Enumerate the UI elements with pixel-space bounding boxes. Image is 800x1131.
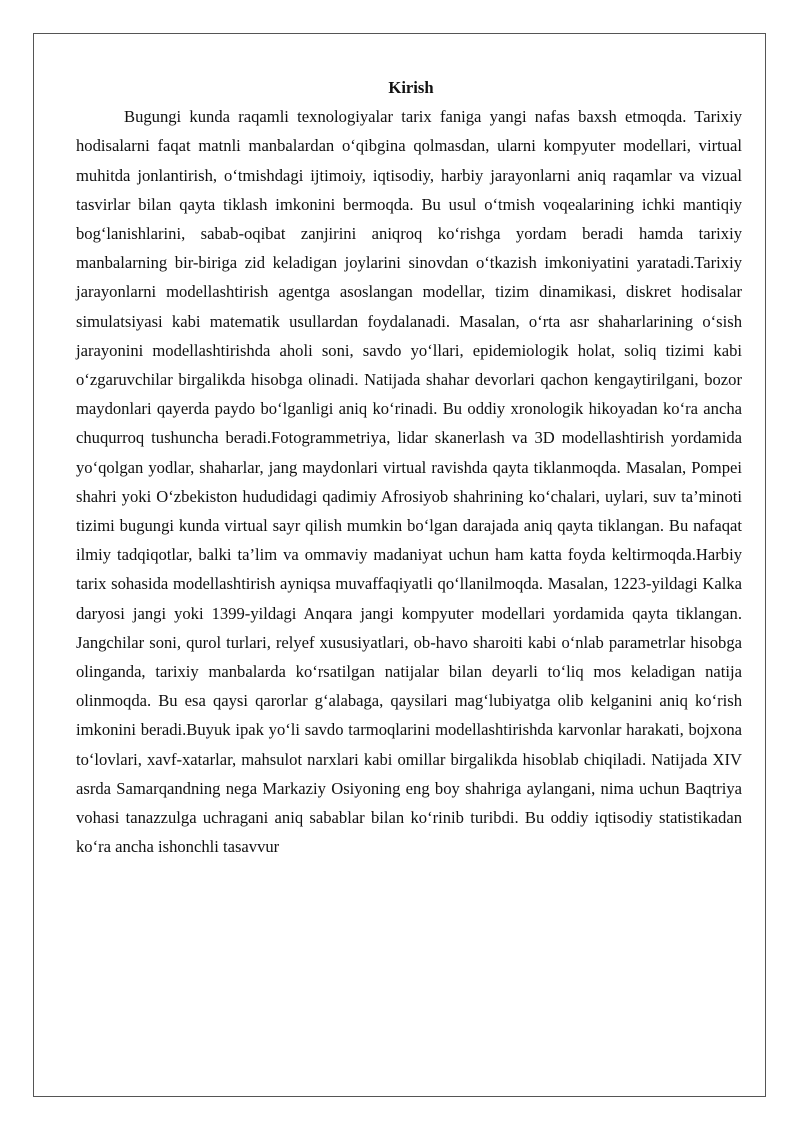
document-content xyxy=(76,73,742,861)
body-paragraph: Bugungi kunda raqamli texnologiyalar tarix faniga yangi nafas baxsh etmoqda. Tarixiy hodisalarni faqat matnli manbalardan o‘qibgina qolmasdan, ularni kompyuter modellari, virtual muhitda jonlantirish, o‘tmishdagi ijtimoiy, iqtisodiy, harbiy jarayonlarni aniq raqamlar va vizual tasvirlar bilan qayta tiklash imkonini bermoqda. Bu usul o‘tmish voqealarining ichki mantiqiy bog‘lanishlarini, sabab-oqibat zanjirini aniqroq ko‘rishga yordam beradi hamda tarixiy manbalarning bir-biriga zid keladigan joylarini sinovdan o‘tkazish imkoniyatini yaratadi.Tarixiy jarayonlarni modellashtirish agentga asoslangan modellar, tizim dinamikasi, diskret hodisalar simulatsiyasi kabi matematik usullardan foydalanadi. Masalan, o‘rta asr shaharlarining o‘sish jarayonini modellashtirishda aholi soni, savdo yo‘llari, epidemiologik holat, soliq tizimi kabi o‘zgaruvchilar birgalikda hisobga olinadi. Natijada shahar devorlari qachon kengaytirilgani, bozor maydonlari qayerda paydo bo‘lganligi aniq ko‘rinadi. Bu oddiy xronologik hikoyadan ko‘ra ancha chuqurroq tushuncha beradi.Fotogrammetriya, lidar skanerlash va 3D modellashtirish yordamida yo‘qolgan yodlar, shaharlar, jang maydonlari virtual ravishda qayta tiklanmoqda. Masalan, Pompei shahri yoki O‘zbekiston hududidagi qadimiy Afrosiyob shahrining ko‘chalari, uylari, suv ta’minoti tizimi bugungi kunda virtual sayr qilish mumkin bo‘lgan darajada aniq qayta tiklangan. Bu nafaqat ilmiy tadqiqotlar, balki ta’lim va ommaviy madaniyat uchun ham katta foyda keltirmoqda.Harbiy tarix sohasida modellashtirish ayniqsa muvaffaqiyatli qo‘llanilmoqda. Masalan, 1223-yildagi Kalka daryosi jangi yoki 1399-yildagi Anqara jangi kompyuter modellari yordamida qayta tiklangan. Jangchilar soni, qurol turlari, relyef xususiyatlari, ob-havo sharoiti kabi o‘nlab parametrlar hisobga olinganda, tarixiy manbalarda ko‘rsatilgan natijalar bilan deyarli to‘liq mos keladigan natija olinmoqda. Bu esa qaysi qarorlar g‘alabaga, qaysilari mag‘lubiyatga olib kelganini aniq ko‘rish imkonini beradi.Buyuk ipak yo‘li savdo tarmoqlarini modellashtirishda karvonlar harakati, bojxona to‘lovlari, xavf-xatarlar, mahsulot narxlari kabi omillar birgalikda hisoblab chiqiladi. Natijada XIV asrda Samarqandning nega Markaziy Osiyoning eng boy shahriga aylangani, nima uchun Baqtriya vohasi tanazzulga uchragani aniq sabablar bilan ko‘rinib turibdi. Bu oddiy iqtisodiy statistikadan ko‘ra ancha ishonchli tasavvur xyxy=(76,107,742,857)
section-title: Kirish xyxy=(388,78,434,97)
